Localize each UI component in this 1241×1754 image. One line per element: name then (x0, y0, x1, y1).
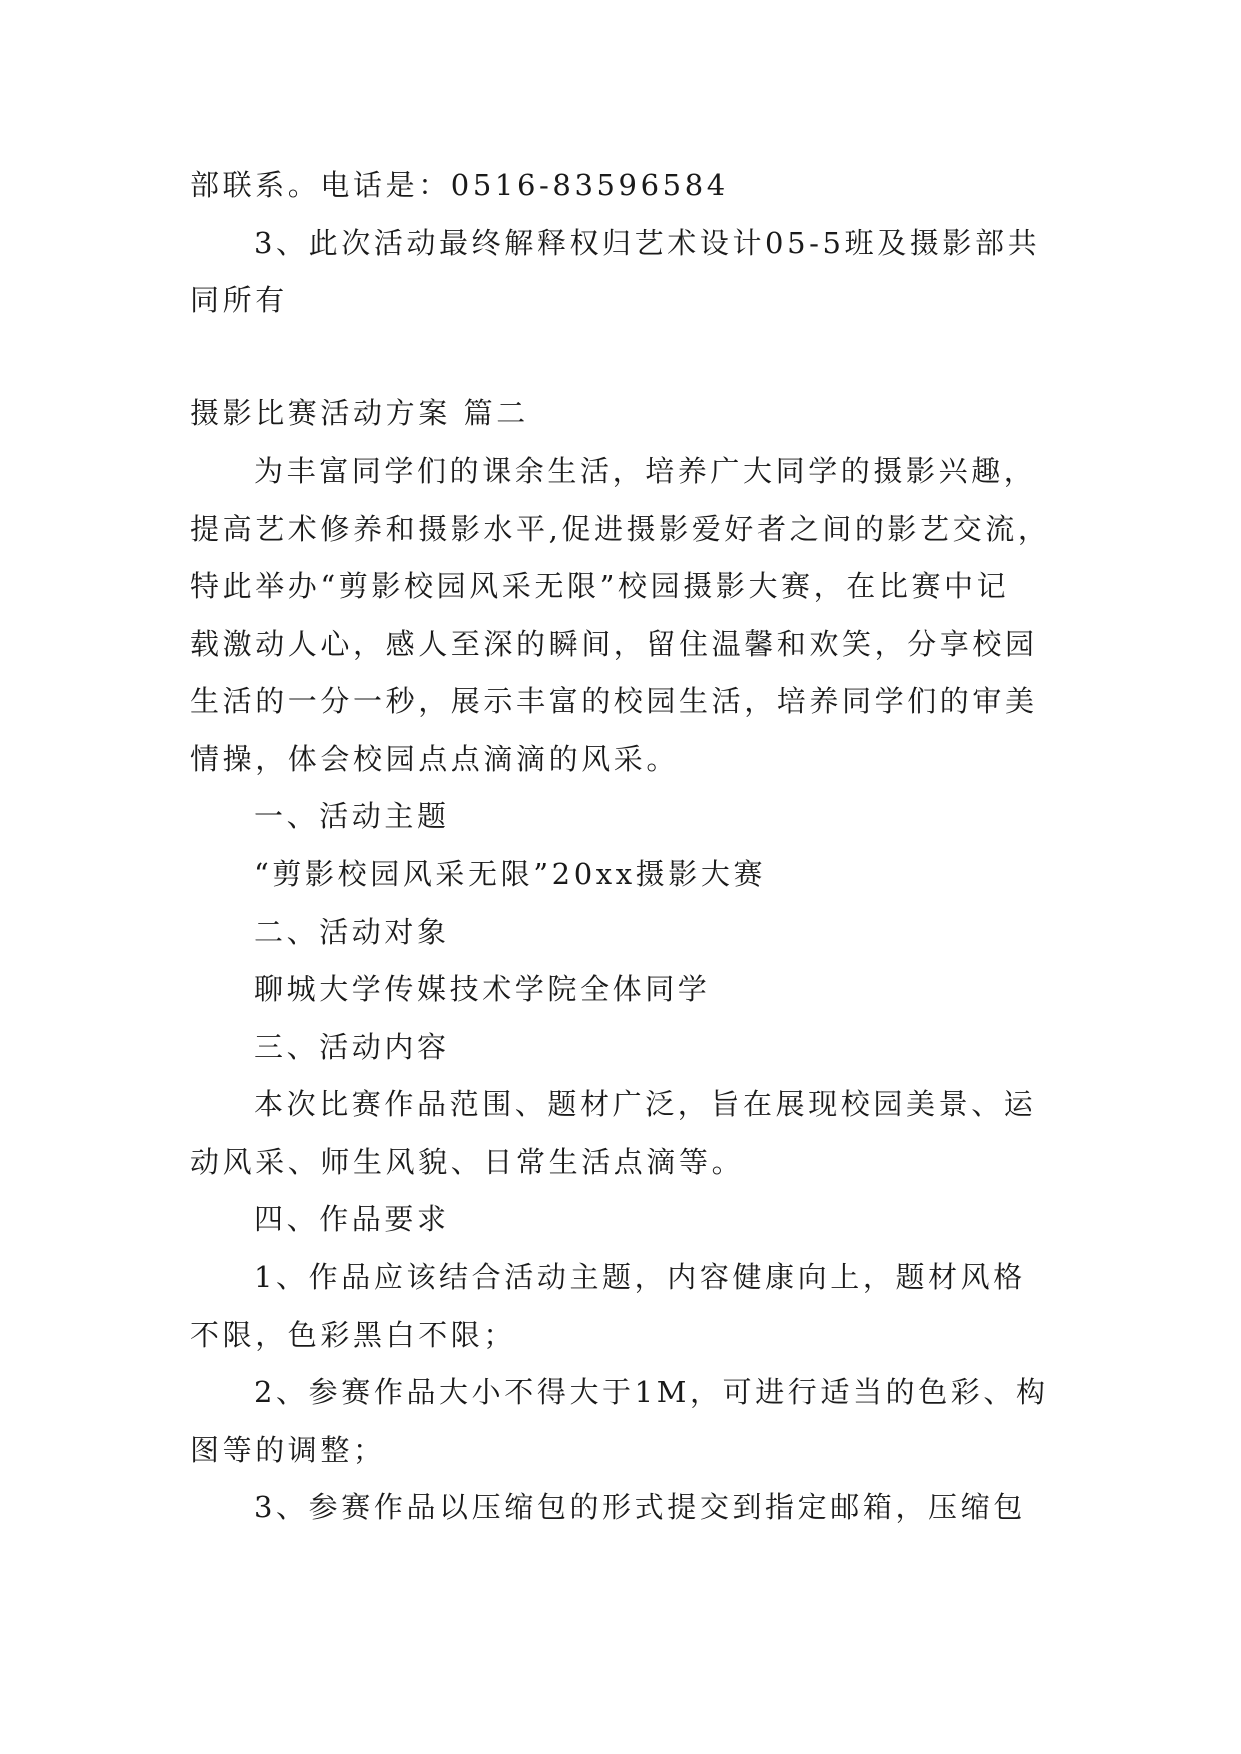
paragraph-line: 生活的一分一秒，展示丰富的校园生活，培养同学们的审美 (190, 684, 1038, 718)
paragraph-line: 部联系。电话是：0516-83596584 (190, 168, 729, 202)
paragraph-line: 动风采、师生风貌、日常生活点滴等。 (190, 1145, 745, 1179)
list-item-continued: 不限，色彩黑白不限； (190, 1318, 517, 1352)
list-heading: 二、活动对象 (254, 915, 450, 949)
section-heading: 摄影比赛活动方案 篇二 (190, 396, 529, 430)
paragraph-line: 特此举办“剪影校园风采无限”校园摄影大赛，在比赛中记 (190, 569, 1010, 603)
paragraph-line: 本次比赛作品范围、题材广泛，旨在展现校园美景、运 (254, 1087, 1037, 1121)
list-item: 2、参赛作品大小不得大于1M，可进行适当的色彩、构 (254, 1375, 1049, 1409)
list-item: 3、参赛作品以压缩包的形式提交到指定邮箱，压缩包 (254, 1490, 1026, 1524)
list-item: 1、作品应该结合活动主题，内容健康向上，题材风格 (254, 1260, 1026, 1294)
paragraph-line: 为丰富同学们的课余生活，培养广大同学的摄影兴趣， (254, 454, 1037, 488)
paragraph-line: 情操，体会校园点点滴滴的风采。 (190, 742, 680, 776)
paragraph-line: 3、此次活动最终解释权归艺术设计05-5班及摄影部共 (254, 226, 1041, 260)
list-heading: 三、活动内容 (254, 1030, 450, 1064)
paragraph-line: 聊城大学传媒技术学院全体同学 (254, 972, 711, 1006)
list-heading: 一、活动主题 (254, 799, 450, 833)
paragraph-line: “剪影校园风采无限”20xx摄影大赛 (254, 857, 767, 891)
list-heading: 四、作品要求 (254, 1202, 450, 1236)
paragraph-line: 同所有 (190, 283, 288, 317)
list-item-continued: 图等的调整； (190, 1433, 386, 1467)
paragraph-line: 载激动人心，感人至深的瞬间，留住温馨和欢笑，分享校园 (190, 627, 1038, 661)
paragraph-line: 提高艺术修养和摄影水平,促进摄影爱好者之间的影艺交流， (190, 512, 1051, 546)
